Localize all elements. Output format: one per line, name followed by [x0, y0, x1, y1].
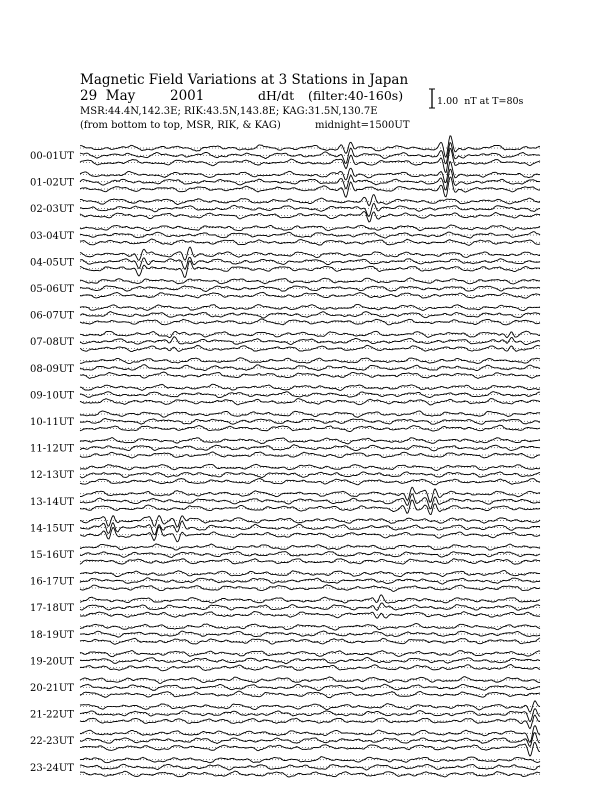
- hour-label: 14-15UT: [30, 523, 74, 535]
- hour-label: 22-23UT: [30, 736, 74, 748]
- hour-row: [30, 487, 540, 514]
- hour-row: [30, 247, 540, 278]
- trace-kag: [80, 464, 540, 470]
- hour-label: 01-02UT: [30, 177, 74, 189]
- trace-msr: [80, 742, 540, 756]
- hour-row: [30, 304, 540, 325]
- hour-row: [30, 384, 540, 405]
- hour-label: 13-14UT: [30, 496, 74, 508]
- trace-rik: [80, 552, 540, 558]
- trace-msr: [80, 715, 540, 729]
- trace-rik: [80, 232, 540, 238]
- hour-label: 15-16UT: [30, 550, 74, 561]
- hour-label: 20-21UT: [30, 683, 74, 694]
- hour-label: 23-24UT: [30, 762, 74, 774]
- hour-label: 05-06UT: [30, 284, 74, 295]
- trace-rik: [80, 337, 540, 345]
- trace-kag: [80, 595, 540, 603]
- order-note: (from bottom to top, MSR, RIK, & KAG): [80, 120, 281, 131]
- trace-msr: [80, 372, 540, 378]
- hour-label: 10-11UT: [30, 417, 74, 428]
- trace-rik: [80, 286, 540, 292]
- trace-kag: [80, 624, 540, 631]
- hour-label: 12-13UT: [30, 470, 74, 482]
- trace-rik: [80, 312, 540, 319]
- hour-label: 07-08UT: [30, 337, 74, 349]
- trace-msr: [80, 212, 540, 223]
- hour-label: 04-05UT: [30, 257, 74, 269]
- trace-kag: [80, 136, 540, 158]
- trace-rik: [80, 143, 540, 164]
- hour-label: 17-18UT: [30, 603, 74, 615]
- hour-row: [30, 358, 540, 379]
- hour-row: [30, 161, 540, 197]
- trace-msr: [80, 177, 540, 197]
- trace-kag: [80, 651, 540, 657]
- quantity-label: dH/dt: [258, 88, 295, 103]
- hour-row: [30, 278, 540, 298]
- hour-label: 00-01UT: [30, 151, 74, 162]
- midnight-note: midnight=1500UT: [315, 120, 410, 131]
- hour-row: [30, 195, 540, 222]
- trace-rik: [80, 603, 540, 611]
- hour-row: [30, 331, 540, 352]
- hour-row: [30, 544, 540, 565]
- hour-row: [30, 411, 540, 432]
- trace-rik: [80, 169, 540, 190]
- trace-kag: [80, 247, 540, 260]
- trace-kag: [80, 544, 540, 550]
- hour-label: 09-10UT: [30, 390, 74, 402]
- hour-row: [30, 651, 540, 671]
- hour-row: [30, 438, 540, 459]
- hour-row: [30, 677, 540, 698]
- trace-msr: [80, 148, 540, 172]
- trace-rik: [80, 257, 540, 269]
- trace-rik: [80, 709, 540, 722]
- scale-bar-label: 1.00 nT at T=80s: [437, 96, 524, 107]
- year-label: 2001: [170, 88, 205, 104]
- hour-label: 03-04UT: [30, 230, 74, 242]
- filter-label: (filter:40-160s): [308, 88, 404, 103]
- scale-bar: [429, 89, 524, 108]
- hour-label: 08-09UT: [30, 363, 74, 375]
- hour-row: [30, 516, 540, 542]
- hour-label: 19-20UT: [30, 656, 74, 668]
- hour-label: 02-03UT: [30, 204, 74, 216]
- hour-row: [30, 136, 540, 173]
- date-label: 29 May: [80, 88, 136, 104]
- hour-row: [30, 225, 540, 246]
- trace-rik: [80, 365, 540, 371]
- hour-rows: [30, 136, 540, 777]
- title-block: [80, 72, 410, 131]
- trace-msr: [80, 500, 540, 515]
- stations-label: MSR:44.4N,142.3E; RIK:43.5N,143.8E; KAG:31.5N,130.7E: [80, 106, 378, 117]
- hour-label: 16-17UT: [30, 576, 74, 588]
- hour-row: [30, 624, 540, 645]
- hour-label: 06-07UT: [30, 310, 74, 322]
- hour-label: 11-12UT: [30, 443, 74, 455]
- hour-row: [30, 726, 540, 757]
- trace-rik: [80, 472, 540, 478]
- chart-title: Magnetic Field Variations at 3 Stations in Japan: [80, 72, 409, 88]
- hour-row: [30, 757, 540, 777]
- trace-kag: [80, 757, 540, 763]
- trace-kag: [80, 195, 540, 206]
- hour-label: 21-22UT: [30, 709, 74, 721]
- hour-row: [30, 701, 540, 729]
- hour-label: 18-19UT: [30, 629, 74, 641]
- trace-kag: [80, 384, 540, 390]
- hour-row: [30, 571, 540, 592]
- trace-rik: [80, 494, 540, 509]
- hour-row: [30, 595, 540, 618]
- hour-row: [30, 464, 540, 485]
